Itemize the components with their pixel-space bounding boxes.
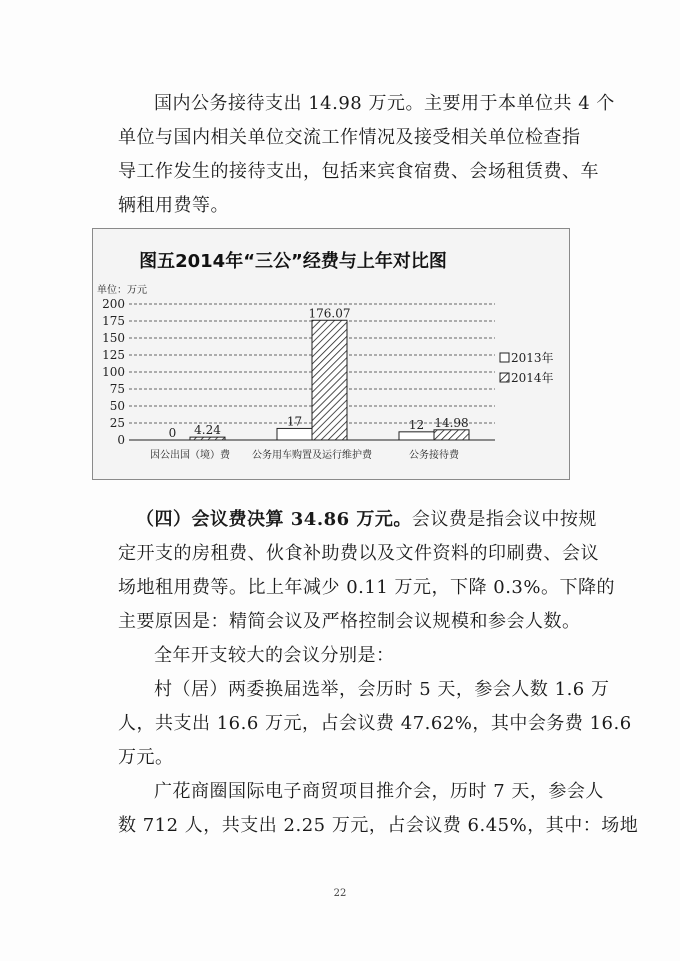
data-label: 14.98 <box>434 415 469 430</box>
paragraph-promotion <box>118 775 639 843</box>
y-tick-label: 0 <box>117 433 125 447</box>
paragraph-intro <box>118 639 563 673</box>
text-line: （四）会议费决算 34.86 万元。会议费是指会议中按规 <box>136 509 597 530</box>
y-tick-label: 200 <box>102 297 125 311</box>
text-line: 全年开支较大的会议分别是： <box>154 645 395 666</box>
bar <box>312 320 347 440</box>
text-line: 导工作发生的接待支出，包括来宾食宿费、会场租赁费、车 <box>118 161 599 182</box>
text-line: 数 712 人，共支出 2.25 万元，占会议费 6.45%，其中：场地 <box>118 815 639 836</box>
unit-label: 单位：万元 <box>97 285 147 296</box>
y-tick-label: 50 <box>109 399 125 413</box>
data-label: 176.07 <box>308 306 351 321</box>
bar <box>190 437 225 440</box>
bar <box>399 432 434 440</box>
paragraph-reception <box>118 87 615 223</box>
text-line: 主要原因是：精简会议及严格控制会议规模和参会人数。 <box>118 611 581 632</box>
y-tick-label: 150 <box>102 331 125 345</box>
text-line: 村（居）两委换届选举，会历时 5 天，参会人数 1.6 万 <box>154 679 610 700</box>
y-tick-label: 25 <box>109 416 125 430</box>
chart-title: 图五2014年“三公”经费与上年对比图 <box>139 251 447 272</box>
text-line: 场地租用费等。比上年减少 0.11 万元，下降 0.3%。下降的 <box>118 577 615 598</box>
page-number: 22 <box>333 888 347 899</box>
y-tick-label: 75 <box>109 382 125 396</box>
chart-svg <box>93 229 569 479</box>
comparison-chart <box>92 228 570 480</box>
text-line: 人，共支出 16.6 万元，占会议费 47.62%，其中会务费 16.6 <box>118 713 632 734</box>
y-tick-label: 175 <box>102 314 125 328</box>
data-label: 12 <box>408 417 425 432</box>
text-line: 万元。 <box>118 747 174 768</box>
category-label: 公务用车购置及运行维护费 <box>252 450 372 461</box>
category-label: 公务接待费 <box>409 450 459 461</box>
y-tick-label: 125 <box>102 348 125 362</box>
data-label: 4.24 <box>194 423 221 438</box>
legend-label: 2014年 <box>511 371 554 385</box>
text-line: 国内公务接待支出 14.98 万元。主要用于本单位共 4 个 <box>154 93 615 114</box>
bar <box>434 430 469 440</box>
y-tick-label: 100 <box>102 365 125 379</box>
paragraph-election <box>118 673 632 775</box>
paragraph-meeting-fees <box>118 503 615 639</box>
text-line: 单位与国内相关单位交流工作情况及接受相关单位检查指 <box>118 127 581 148</box>
text-line: 辆租用费等。 <box>118 195 229 216</box>
category-label: 因公出国（境）费 <box>150 450 230 461</box>
legend-swatch <box>500 373 509 382</box>
data-label: 17 <box>286 414 303 429</box>
text-line: 广花商圈国际电子商贸项目推介会，历时 7 天，参会人 <box>154 781 604 802</box>
legend-label: 2013年 <box>511 351 554 365</box>
section-heading: （四）会议费决算 34.86 万元。 <box>136 509 412 530</box>
bar <box>277 428 312 440</box>
legend-swatch <box>500 353 509 362</box>
text-line: 定开支的房租费、伙食补助费以及文件资料的印刷费、会议 <box>118 543 599 564</box>
data-label: 0 <box>168 426 177 440</box>
